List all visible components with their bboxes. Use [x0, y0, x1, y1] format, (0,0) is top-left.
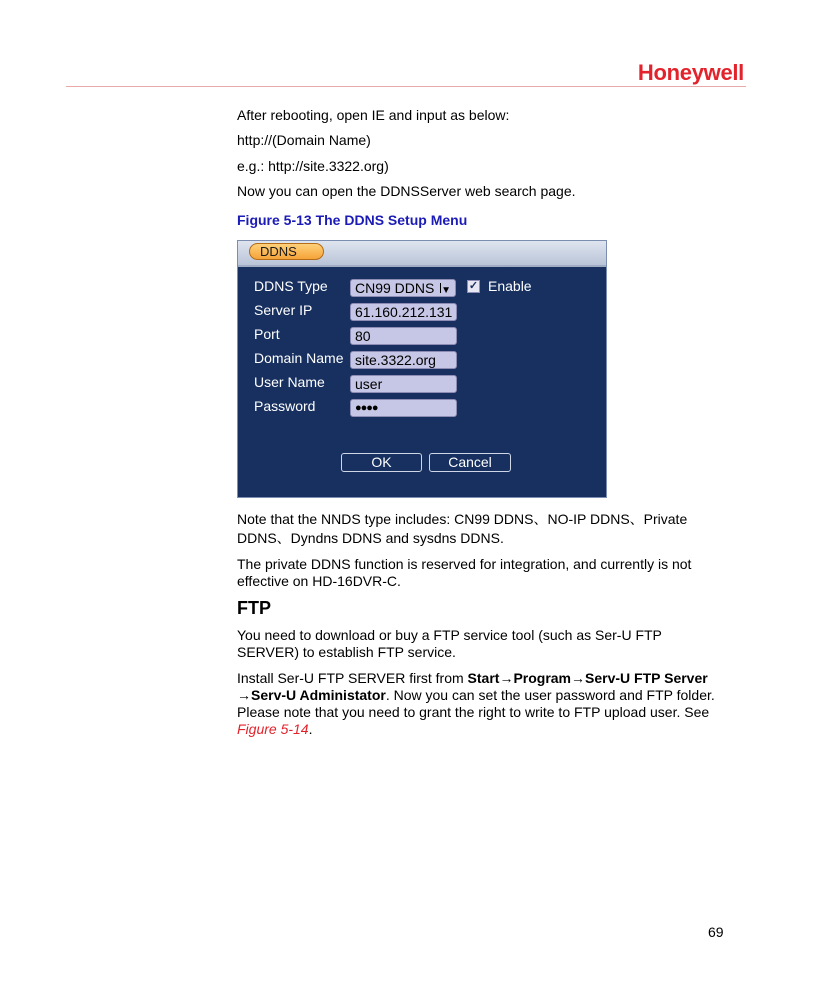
ok-button[interactable]: OK — [341, 453, 422, 472]
port-field[interactable]: 80 — [350, 327, 457, 345]
ddns-type-select[interactable] — [350, 279, 456, 297]
paragraph-ftp-tool: You need to download or buy a FTP service tool (such as Ser-U FTP SERVER) to establish FTP service. — [237, 627, 662, 660]
paragraph-url-pattern: http://(Domain Name) — [237, 132, 371, 148]
paragraph-ddns-types: Note that the NNDS type includes: CN99 DDNS、NO-IP DDNS、Private DDNS、Dyndns DDNS and sysdns DDNS. — [237, 511, 688, 546]
server-ip-field[interactable]: 61.160.212.131 — [350, 303, 457, 321]
cancel-button[interactable]: Cancel — [429, 453, 511, 472]
start-menu-text: Start — [467, 670, 500, 686]
password-field[interactable]: ●●●● — [350, 399, 457, 417]
servu-admin-text: Serv-U Administator — [251, 687, 386, 703]
install-text-a: Install Ser-U FTP SERVER first from — [237, 670, 468, 686]
paragraph-example-url: e.g.: http://site.3322.org) — [237, 158, 389, 174]
dialog-titlebar — [238, 241, 606, 267]
domain-name-field[interactable]: site.3322.org — [350, 351, 457, 369]
servu-server-text: Serv-U FTP Server — [585, 670, 708, 686]
notes-section — [237, 510, 722, 738]
port-label: Port — [254, 326, 280, 342]
enable-label: Enable — [488, 278, 532, 294]
page-number: 69 — [708, 924, 724, 940]
password-label: Password — [254, 398, 316, 414]
domain-name-label: Domain Name — [254, 350, 344, 366]
install-text-f: . Now you can set the user password and FTP folder. Please note that you need to grant the right to write to FTP upload user. See — [237, 687, 715, 720]
program-menu-text: Program — [513, 670, 572, 686]
figure-link[interactable]: Figure 5-14 — [237, 721, 309, 737]
arrow-icon: → — [571, 670, 586, 686]
paragraph-private-ddns: The private DDNS function is reserved for integration, and currently is not effective on HD-16DVR-C. — [237, 556, 692, 589]
arrow-icon: → — [237, 687, 251, 703]
tab-ddns[interactable]: DDNS — [249, 243, 324, 260]
paragraph-rebooting: After rebooting, open IE and input as below: — [237, 107, 510, 123]
user-name-field[interactable]: user — [350, 375, 457, 393]
paragraph-open-page: Now you can open the DDNSServer web search page. — [237, 183, 576, 199]
install-text-end: . — [308, 721, 313, 737]
header-rule — [66, 86, 746, 87]
ddns-type-label: DDNS Type — [254, 278, 328, 294]
enable-checkbox[interactable]: ✓ — [468, 280, 479, 292]
paragraph-ftp-install — [237, 670, 722, 738]
arrow-icon: → — [499, 670, 514, 686]
ftp-heading: FTP — [237, 598, 271, 618]
figure-caption: Figure 5-13 The DDNS Setup Menu — [237, 212, 468, 228]
honeywell-logo: Honeywell — [637, 60, 744, 85]
server-ip-label: Server IP — [254, 302, 313, 318]
chevron-down-icon: ▼ — [441, 285, 451, 296]
ddns-type-value: CN99 DDNS — [355, 280, 435, 296]
user-name-label: User Name — [254, 374, 325, 390]
ddns-setup-dialog — [237, 240, 607, 498]
